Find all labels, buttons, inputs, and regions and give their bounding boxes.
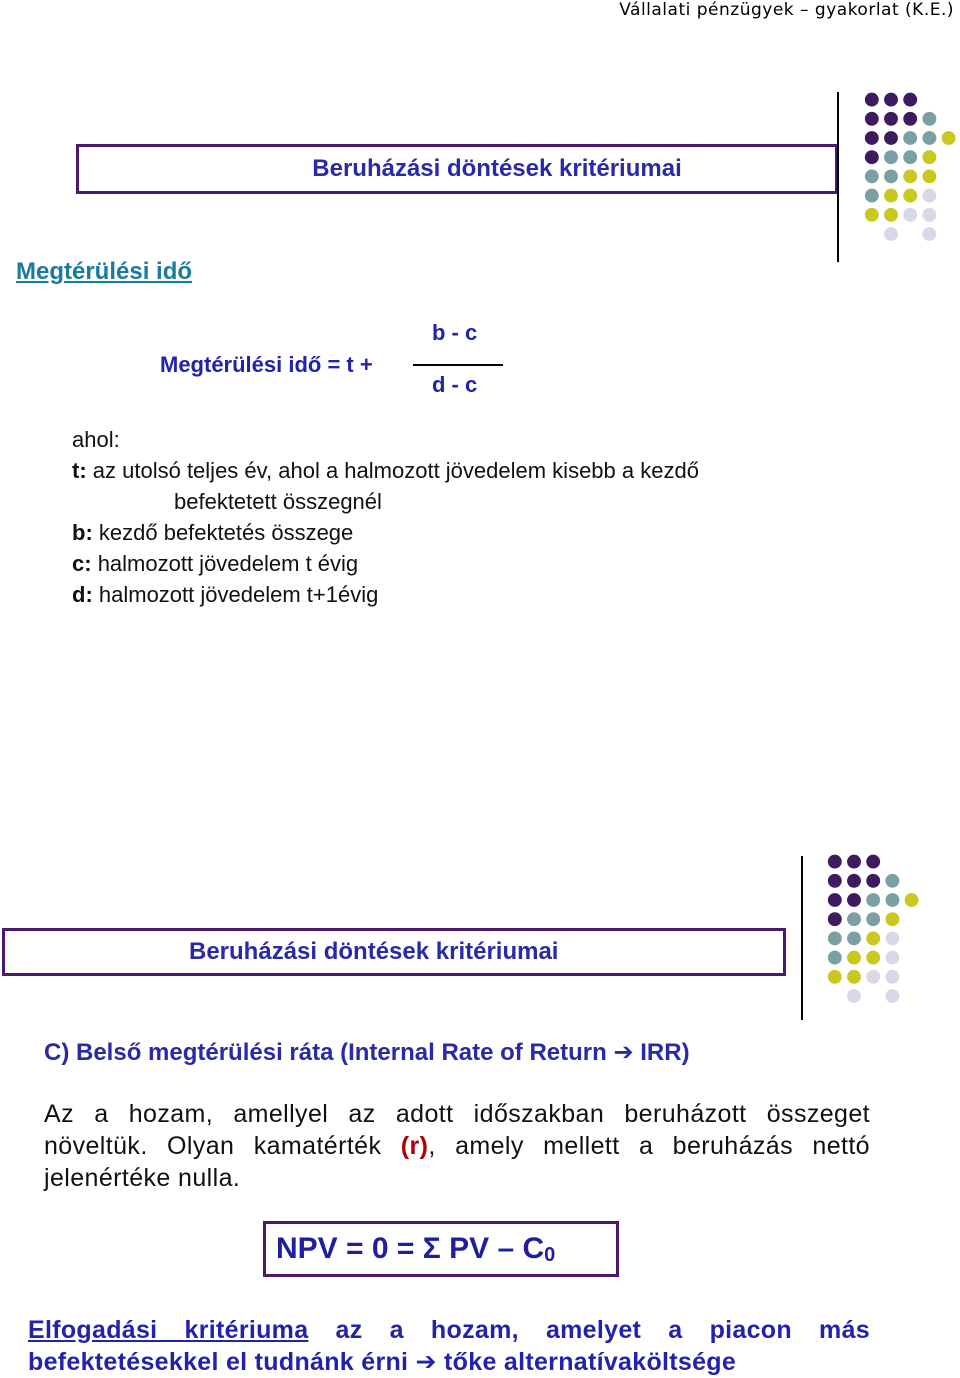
slide1-title-box — [76, 144, 838, 194]
definition-t: t: az utolsó teljes év, ahol a halmozott jövedelem kisebb a kezdő — [72, 458, 699, 483]
rate-symbol: (r) — [400, 1132, 429, 1160]
acceptance-criterion-label: Elfogadási kritériuma — [28, 1316, 309, 1344]
irr-definition-paragraph: Az a hozam, amellyel az adott időszakban beruházott összeget növeltük. Olyan kamatérték (r), amely mellett a beruházás nettó jelenértéke nulla. — [44, 1100, 870, 1192]
dot-grid-pattern-2 — [828, 855, 919, 1003]
slide1-dot-grid — [855, 90, 960, 250]
payback-period-link[interactable]: Megtérülési idő — [16, 258, 193, 285]
slide2-title-box — [2, 928, 786, 976]
arrow-icon: ➔ — [613, 1039, 634, 1066]
npv-subscript: 0 — [544, 1243, 556, 1266]
slide2-dot-grid — [818, 852, 938, 1012]
arrow-icon: ➔ — [415, 1348, 437, 1376]
slide1-divider-line — [837, 92, 839, 262]
definition-d: d: halmozott jövedelem t+1évig — [72, 582, 379, 607]
dot-grid-pattern — [865, 93, 956, 241]
definitions-block — [72, 424, 699, 610]
acceptance-criterion: Elfogadási kritériuma az a hozam, amelyet a piacon más befektetésekkel el tudnánk érni ➔ tőke alternatívaköltsége — [28, 1316, 870, 1376]
page-header: Vállalati pénzügyek – gyakorlat (K.E.) — [619, 0, 954, 20]
formula-numerator: b - c — [432, 320, 478, 345]
payback-formula-label: Megtérülési idő = t + — [160, 352, 373, 377]
npv-formula-box: NPV = 0 = Σ PV – C $_0$ — [263, 1221, 619, 1277]
slide2-divider-line — [801, 856, 803, 1020]
definition-t-continued: befektetett összegnél — [174, 489, 382, 514]
definition-b: b: kezdő befektetés összege — [72, 520, 354, 545]
formula-denominator: d - c — [432, 372, 478, 397]
irr-heading: C) Belső megtérülési ráta (Internal Rate of Return ➔ IRR) — [44, 1039, 690, 1066]
slide2-title: Beruházási döntések kritériumai — [189, 938, 559, 965]
formula-fraction-line — [413, 364, 503, 366]
slide1-title: Beruházási döntések kritériumai — [312, 155, 682, 182]
definition-c: c: halmozott jövedelem t évig — [72, 551, 359, 576]
definitions-intro: ahol: — [72, 427, 120, 452]
